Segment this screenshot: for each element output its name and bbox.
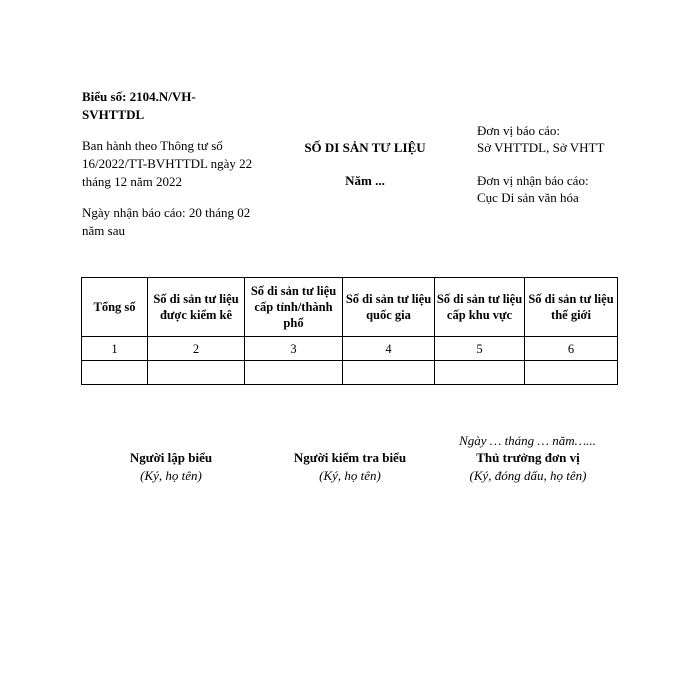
column-header-provincial: Số di sản tư liệu cấp tỉnh/thành phố — [245, 278, 343, 337]
column-number: 5 — [435, 337, 525, 361]
receiving-unit-value: Cục Di sản văn hóa — [477, 190, 579, 205]
column-number: 3 — [245, 337, 343, 361]
report-year: Năm ... — [345, 173, 385, 188]
column-header-regional: Số di sản tư liệu cấp khu vực — [435, 278, 525, 337]
form-code: Biểu số: 2104.N/VH-SVHTTDL — [82, 89, 196, 122]
data-cell — [245, 361, 343, 385]
data-row — [82, 361, 618, 385]
report-table — [81, 277, 618, 385]
report-received-date: Ngày nhận báo cáo: 20 tháng 02 năm sau — [82, 205, 251, 238]
table-header-row — [82, 278, 618, 337]
checker-signature-block — [265, 449, 435, 485]
data-cell — [343, 361, 435, 385]
head-signature-block — [443, 449, 613, 485]
column-header-inventoried: Số di sản tư liệu được kiểm kê — [148, 278, 245, 337]
data-cell — [525, 361, 618, 385]
reporting-unit-value: Sở VHTTDL, Sở VHTT — [477, 140, 605, 155]
column-header-total: Tổng số — [82, 278, 148, 337]
issuing-regulation: Ban hành theo Thông tư số 16/2022/TT-BVHTTDL ngày 22 tháng 12 năm 2022 — [82, 138, 253, 189]
checker-role: Người kiểm tra biểu — [293, 450, 407, 465]
head-note: (Ký, đóng dấu, họ tên) — [469, 468, 587, 483]
receiving-unit-label: Đơn vị nhận báo cáo: — [477, 173, 589, 188]
checker-note: (Ký, họ tên) — [319, 468, 381, 483]
column-number: 1 — [82, 337, 148, 361]
preparer-role: Người lập biểu — [129, 450, 213, 465]
column-number: 2 — [148, 337, 245, 361]
preparer-note: (Ký, họ tên) — [140, 468, 202, 483]
column-number: 4 — [343, 337, 435, 361]
preparer-signature-block — [86, 449, 256, 485]
signature-date-line: Ngày … tháng … năm…... — [459, 433, 596, 448]
document-title: SỐ DI SẢN TƯ LIỆU — [304, 140, 426, 155]
data-cell — [82, 361, 148, 385]
column-header-world: Số di sản tư liệu thế giới — [525, 278, 618, 337]
data-cell — [435, 361, 525, 385]
column-number-row — [82, 337, 618, 361]
column-header-national: Số di sản tư liệu quốc gia — [343, 278, 435, 337]
data-cell — [148, 361, 245, 385]
head-role: Thủ trưởng đơn vị — [476, 450, 580, 465]
reporting-unit-label: Đơn vị báo cáo: — [477, 123, 561, 138]
column-number: 6 — [525, 337, 618, 361]
